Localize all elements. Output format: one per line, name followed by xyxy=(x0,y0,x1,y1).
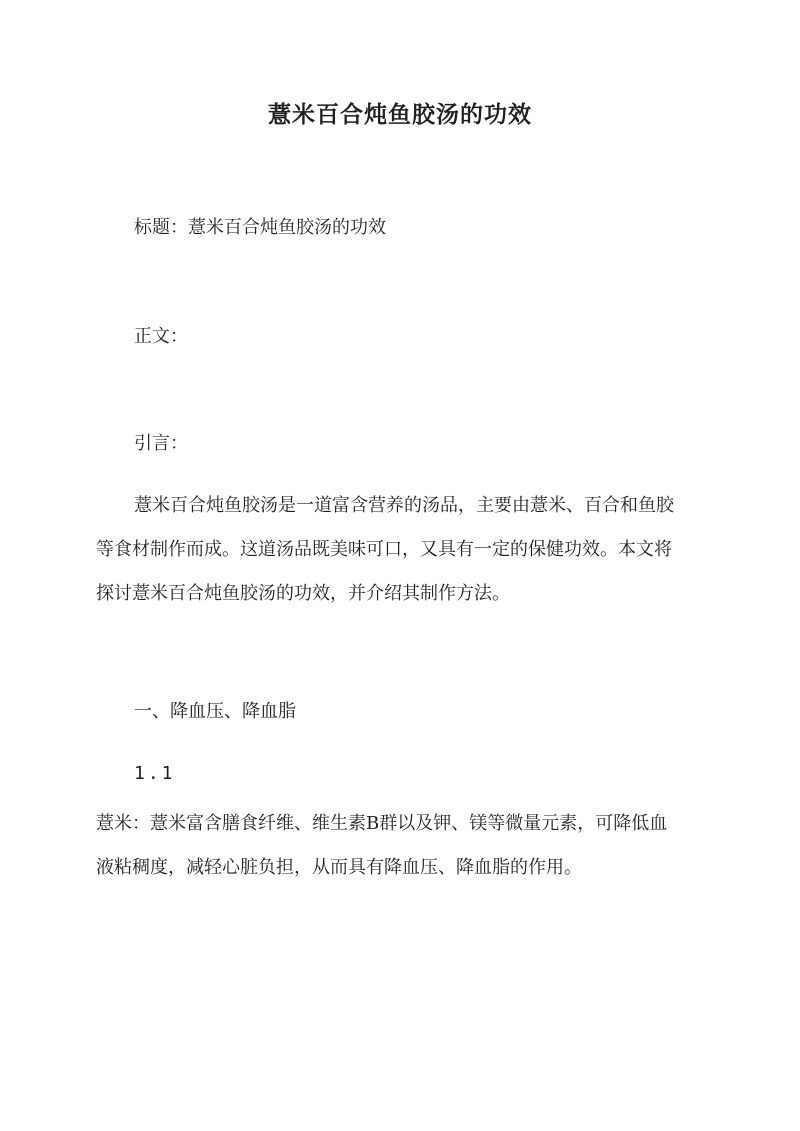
body-label: 正文： xyxy=(134,326,188,347)
intro-paragraph xyxy=(96,484,706,616)
subsection-number: 1.1 xyxy=(134,763,176,784)
section-heading: 一、降血压、降血脂 xyxy=(134,701,296,722)
intro-label: 引言： xyxy=(134,433,188,454)
intro-line-1: 薏米百合炖鱼胶汤是一道富含营养的汤品，主要由薏米、百合和鱼胶 xyxy=(134,495,674,516)
intro-line-3: 探讨薏米百合炖鱼胶汤的功效，并介绍其制作方法。 xyxy=(96,583,510,604)
document-title: 薏米百合炖鱼胶汤的功效 xyxy=(268,101,532,128)
intro-line-2: 等食材制作而成。这道汤品既美味可口，又具有一定的保健功效。本文将 xyxy=(96,539,672,560)
subsection-paragraph xyxy=(96,802,706,890)
subsection-line-2: 液粘稠度，减轻心脏负担，从而具有降血压、降血脂的作用。 xyxy=(96,857,582,878)
subsection-line-1: 薏米：薏米富含膳食纤维、维生素B群以及钾、镁等微量元素，可降低血 xyxy=(96,813,668,834)
title-label-line: 标题：薏米百合炖鱼胶汤的功效 xyxy=(134,217,386,238)
